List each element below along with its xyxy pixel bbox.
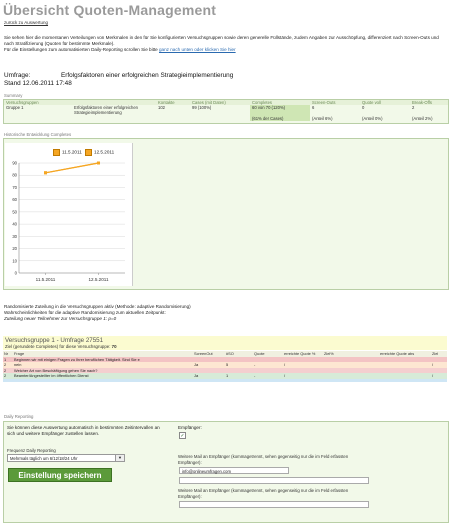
daily-reporting-box [3,421,449,523]
randomization-info [4,304,304,322]
versuchsgruppe-goal [5,344,117,349]
data-point [97,162,100,165]
versuchsgruppe-panel [3,336,447,392]
y-tick-label: 60 [12,197,17,203]
page-title: Übersicht Quoten-Management [3,2,217,18]
frequency-select[interactable] [7,454,125,462]
intro-paragraph: Sie sehen hier die momentanen Verteilungen von Merkmalen in den für Sie konfigurierten Versuchsgruppen sowie deren generelle Füllstände, zudem Angaben zur Ausschöpfung, differenziert nach Screen-Outs und nach Stratifizierung (Quoten für bestimmte Merkmale). [4,35,439,47]
chart-section-title: Historische Entwicklung Completes [4,132,72,137]
quota-header: erreichte Quote abs [379,351,431,357]
frequency-label: Frequenz Daily Reporting [7,448,56,453]
y-tick-label: 90 [12,160,17,166]
summary-cell: 2 [412,105,415,111]
save-settings-button[interactable]: Einstellung speichern [8,468,112,482]
quota-cell: 5 [226,362,229,367]
summary-table [4,100,448,121]
survey-name: Erfolgsfaktoren einer erfolgreichen Strategieimplementierung [61,72,234,79]
summary-cell: Erfolgsfaktoren einer erfolgreichen Strategieimplementierung [74,105,139,116]
quota-header: Frage [13,351,193,357]
quota-cell: - [254,362,256,367]
y-tick-label: 30 [12,233,17,239]
x-tick-label: 12.5.2011 [88,277,109,282]
summary-subcell: (Anteil 0%) [362,115,383,121]
daily-reporting-text: Sie können diese Auswertung automatisch in bestimmten Zeitintervallen an sich und weitere Empfänger zustellen lassen. [7,425,160,436]
summary-subcell-completes: (61% der Cases) [250,116,310,121]
quota-cell: Ja [194,373,199,378]
randomization-probability: Zuteilung neuer Teilnehmer zur Versuchsgruppe 1: p=0 [4,316,117,321]
survey-label: Umfrage: [4,72,31,79]
y-tick-label: 70 [12,184,17,190]
quota-header: Nr [3,351,13,357]
quota-cell: 1 [226,373,229,378]
summary-subcell [156,116,190,121]
goal-label: Ziel (gerundete Completes) für diese Versuchsgruppe: [5,344,111,349]
series-line [46,163,99,173]
intro-paragraph-2: Für die Einstellungen zum automatisierten Daily-Reporting scrollen Sie bitte [4,47,158,53]
mail-label-2: Weitere Mail an Empfänger (kommagetrennt, sehen gegenseitig nur die im Feld erfassten Empfänger): [178,488,349,499]
quota-header: ScreenOut [193,351,225,357]
y-tick-label: 10 [12,258,17,264]
goal-value: 70 [111,344,117,349]
summary-subcell [190,116,250,121]
y-tick-label: 0 [14,270,17,276]
y-tick-label: 40 [12,221,17,227]
recipient-label: Empfänger: [178,425,202,430]
y-tick-label: 80 [12,172,17,178]
randomization-line: Wahrscheinlichkeiten für die adaptive Randomisierung zum aktuellen Zeitpunkt: [4,310,166,315]
data-point [44,171,47,174]
quota-cell: Welcher Art von Beschäftigung gehen Sie nach? [14,367,98,373]
summary-subcell: (Anteil 2%) [412,115,433,121]
randomization-line: Randomisierte Zuteilung in die Versuchsgruppen aktiv (Methode: adaptive Randomisierung) [4,304,191,309]
stand-timestamp: Stand 12.06.2011 17:48 [4,80,72,87]
quota-cell: Beginnen wir mit einigen Fragen zu Ihrer beruflichen Tätigkeit. Sind Sie e [14,356,140,362]
summary-box [3,99,449,124]
summary-cell: 6 [312,105,315,111]
summary-subcell [72,116,156,121]
quota-cell: 2 [4,362,7,367]
versuchsgruppe-header [3,336,447,350]
summary-cell: 102 [158,105,165,111]
chevron-down-icon[interactable]: ▼ [115,455,124,461]
quota-cell: 1 [4,356,7,362]
mail-input-1[interactable]: info@onlineumfragen.com [179,467,289,474]
daily-reporting-title: Daily Reporting [4,414,34,419]
summary-header: Versuchsgruppen [4,100,72,105]
summary-cell: 99 (100%) [192,105,212,111]
chart-area [5,143,133,286]
summary-title: Summary [4,93,23,98]
quota-cell: Ja [194,362,199,367]
y-tick-label: 20 [12,246,17,252]
line-chart [5,143,132,286]
quota-cell: / [284,362,286,367]
frequency-select-value: Mehrmals täglich um 6/12/18/24 Uhr [10,456,78,461]
summary-header: Cases (mit Daten) [190,100,250,105]
quota-cell: / [432,373,434,378]
versuchsgruppe-title: Versuchsgruppe 1 - Umfrage 27551 [5,337,104,344]
legend-label: 12.5.2011 [94,149,115,155]
summary-subcell: (Anteil 6%) [312,115,333,121]
intro-text [4,35,444,54]
quota-header: erreichte Quote % [283,351,323,357]
survey-header [4,72,233,88]
quota-cell: Beamter/Angestellter im öffentlichen Dienst [14,373,89,378]
recipient-checkbox[interactable] [179,432,186,439]
quota-header: Quote [253,351,283,357]
mail-input-1b[interactable] [179,477,369,484]
quota-cell: / [432,362,434,367]
x-tick-label: 11.5.2011 [35,277,56,282]
summary-header: Quote voll [360,100,410,105]
summary-cell: Gruppe 1 [6,105,24,111]
summary-header: Break-Offs [410,100,448,105]
summary-header: Screen-Outs [310,100,360,105]
chart-box [3,138,449,290]
checkmark-icon: ✓ [180,433,185,439]
quota-header: #SO [225,351,253,357]
mail-input-2[interactable] [179,501,369,508]
back-link[interactable]: zurück zu Auswertung [4,20,49,25]
intro-link[interactable]: ganz nach unten oder klicken Sie hier [159,47,236,53]
quota-cell: nein [14,362,22,367]
summary-header: Completes [250,100,310,105]
quota-cell: - [254,373,256,378]
quota-cell: 2 [4,373,7,378]
legend-label: 11.5.2011 [62,149,82,155]
summary-cell-completes: 60 von 70 (120%) [250,105,310,115]
table-row-spacer [3,379,447,382]
quota-cell: 2 [4,367,7,373]
quota-header: Ziel% [323,351,379,357]
quota-table [3,351,447,382]
y-tick-label: 50 [12,209,17,215]
summary-header: Kontakte [156,100,190,105]
quota-header: Ziel [431,351,447,357]
mail-label-1: Weitere Mail an Empfänger (kommagetrennt, sehen gegenseitig nur die im Feld erfassten Empfänger): [178,454,349,465]
summary-cell: 0 [362,105,365,111]
summary-subcell [4,116,72,121]
quota-cell: / [284,373,286,378]
